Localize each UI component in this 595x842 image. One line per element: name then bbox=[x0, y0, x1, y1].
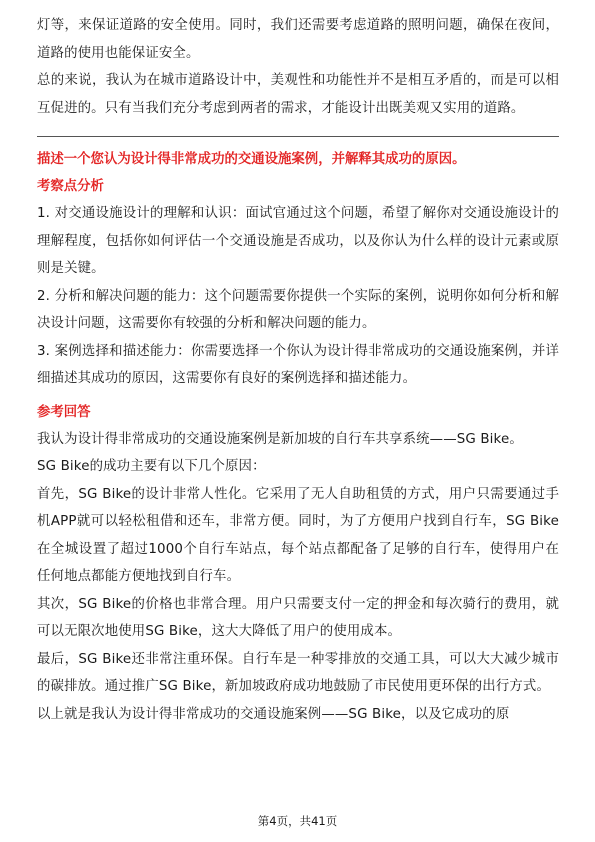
answer-paragraph-4: 其次，SG Bike的价格也非常合理。用户只需要支付一定的押金和每次骑行的费用，就可以无限次地使用SG Bike，这大大降低了用户的使用成本。 bbox=[37, 596, 559, 639]
analysis-heading: 考察点分析 bbox=[37, 179, 104, 194]
page-number: 第4页，共41页 bbox=[257, 814, 338, 828]
intro-paragraph-1: 灯等，来保证道路的安全使用。同时，我们还需要考虑道路的照明问题，确保在夜间，道路的使用也能保证安全。 bbox=[37, 18, 559, 61]
intro-paragraph-2: 总的来说，我认为在城市道路设计中，美观性和功能性并不是相互矛盾的，而是可以相互促进的。只有当我们充分考虑到两者的需求，才能设计出既美观又实用的道路。 bbox=[37, 73, 559, 116]
analysis-item-2: 2. 分析和解决问题的能力：这个问题需要你提供一个实际的案例，说明你如何分析和解决设计问题，这需要你有较强的分析和解决问题的能力。 bbox=[37, 288, 559, 331]
interview-question: 描述一个您认为设计得非常成功的交通设施案例，并解释其成功的原因。 bbox=[37, 152, 466, 167]
page-content bbox=[37, 12, 559, 728]
analysis-item-3: 3. 案例选择和描述能力：你需要选择一个你认为设计得非常成功的交通设施案例，并详细描述其成功的原因，这需要你有良好的案例选择和描述能力。 bbox=[37, 343, 559, 386]
answer-paragraph-3: 首先，SG Bike的设计非常人性化。它采用了无人自助租赁的方式，用户只需要通过手机APP就可以轻松租借和还车，非常方便。同时，为了方便用户找到自行车，SG Bike在全城设置了超过1000个自行车站点，每个站点都配备了足够的自行车，使得用户在任何地点都能方便地找到自行车。 bbox=[37, 486, 559, 584]
answer-paragraph-6: 以上就是我认为设计得非常成功的交通设施案例——SG Bike，以及它成功的原 bbox=[37, 706, 510, 722]
analysis-item-1: 1. 对交通设施设计的理解和认识：面试官通过这个问题，希望了解你对交通设施设计的理解程度，包括你如何评估一个交通设施是否成功，以及你认为什么样的设计元素或原则是关键。 bbox=[37, 206, 559, 276]
answer-paragraph-5: 最后，SG Bike还非常注重环保。自行车是一种零排放的交通工具，可以大大减少城市的碳排放。通过推广SG Bike，新加坡政府成功地鼓励了市民使用更环保的出行方式。 bbox=[37, 651, 559, 694]
answer-heading: 参考回答 bbox=[37, 404, 91, 420]
answer-paragraph-2: SG Bike的成功主要有以下几个原因： bbox=[37, 459, 266, 474]
section-divider bbox=[37, 136, 559, 137]
answer-paragraph-1: 我认为设计得非常成功的交通设施案例是新加坡的自行车共享系统——SG Bike。 bbox=[37, 431, 523, 447]
